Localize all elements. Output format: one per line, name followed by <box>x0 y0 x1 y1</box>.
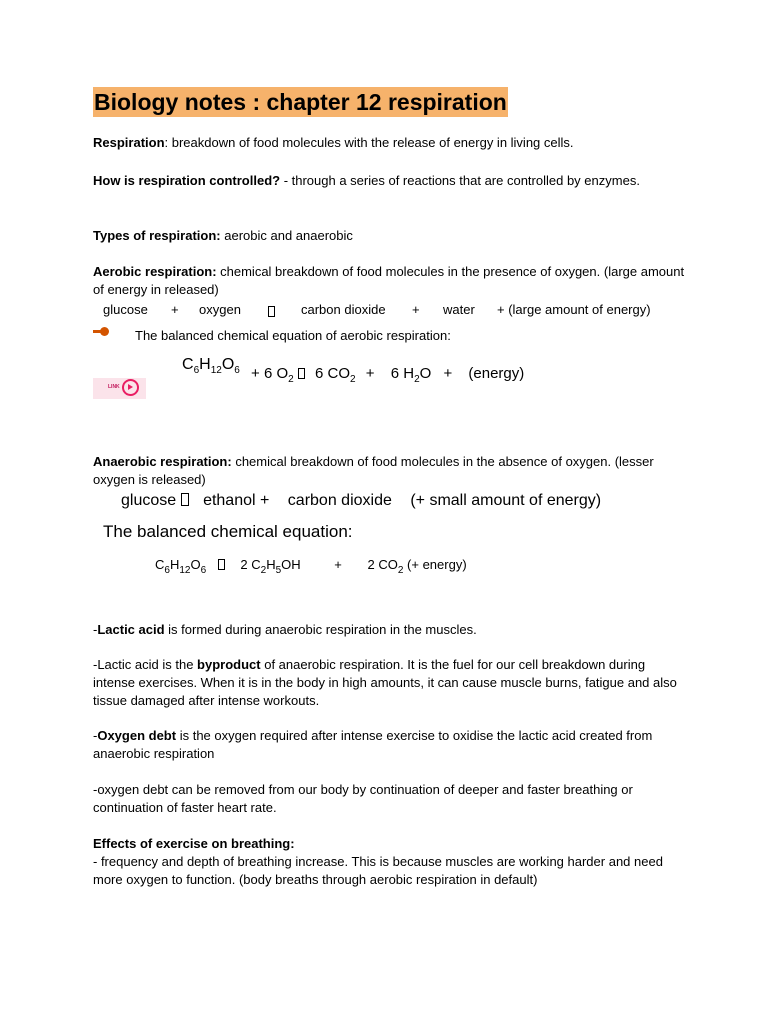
chem-text: H <box>199 356 211 373</box>
oxygen-debt-text: is the oxygen required after intense exercise to oxidise the lactic acid created from anaerobic respiration <box>93 728 653 761</box>
term-aerobic: Aerobic respiration: <box>93 264 217 279</box>
chem-text: + <box>443 365 453 382</box>
chem-text: 6 H <box>390 365 415 382</box>
aerobic-definition <box>93 263 693 299</box>
chem-text: + <box>365 365 375 382</box>
chem-sub: 5 <box>275 565 282 576</box>
bullet-dot-icon <box>100 327 109 336</box>
term-types: Types of respiration: <box>93 228 221 243</box>
chem-sub: 2 <box>414 374 420 385</box>
eq-co2: carbon dioxide <box>287 492 392 509</box>
arrow-icon <box>181 492 189 509</box>
chem-sub: 12 <box>179 565 191 576</box>
eq-water: water <box>443 302 475 317</box>
chem-sub: 6 <box>164 565 170 576</box>
term-lactic-acid: Lactic acid <box>97 622 165 637</box>
anaerobic-balanced-label: The balanced chemical equation: <box>103 522 353 541</box>
term-byproduct: byproduct <box>197 657 261 672</box>
chem-text: + <box>334 557 342 572</box>
arrow-icon <box>268 304 275 319</box>
types-text: aerobic and anaerobic <box>220 228 353 243</box>
lactic2-prefix: -Lactic acid is the <box>93 657 198 672</box>
chem-text: (+ energy) <box>407 557 467 572</box>
respiration-def-text: : breakdown of food molecules with the release of energy in living cells. <box>164 135 574 150</box>
respiration-control <box>93 172 693 190</box>
play-circle-icon <box>122 379 139 396</box>
link-label: LINK <box>108 384 120 390</box>
aerobic-chemical-equation <box>182 356 240 374</box>
eq-ethanol: ethanol + <box>203 492 270 509</box>
term-controlled: How is respiration controlled? <box>93 173 281 188</box>
effects-heading: Effects of exercise on breathing: <box>93 836 295 851</box>
chem-sub: 6 <box>234 365 240 376</box>
chem-sub: 2 <box>350 374 356 385</box>
prefix-dash: - <box>93 622 98 637</box>
eq-glucose: glucose <box>121 492 177 509</box>
term-respiration: Respiration <box>93 135 165 150</box>
anaerobic-chemical-equation <box>155 557 467 576</box>
lactic-acid-formed <box>93 621 693 639</box>
chem-text: 2 CO <box>367 557 398 572</box>
lactic-text: is formed during anaerobic respiration in the muscles. <box>164 622 477 637</box>
oxygen-debt-removal: -oxygen debt can be removed from our body by continuation of deeper and faster breathing or continuation of faster heart rate. <box>93 782 633 815</box>
chem-text: O <box>221 356 235 373</box>
chem-sub: 6 <box>200 565 207 576</box>
chem-text: OH <box>281 557 301 572</box>
respiration-definition <box>93 134 693 152</box>
chem-text: 2 C <box>240 557 261 572</box>
prefix-dash: - <box>93 728 98 743</box>
eq-co2: carbon dioxide <box>301 302 386 317</box>
chem-text: O <box>419 365 432 382</box>
term-anaerobic: Anaerobic respiration: <box>93 454 232 469</box>
controlled-answer: - through a series of reactions that are controlled by enzymes. <box>280 173 640 188</box>
eq-plus: + <box>171 302 179 317</box>
lactic2-text: of anaerobic respiration. It is the fuel for our cell breakdown during intense exercises. When it is in the body in high amounts, it can cause muscle burns, fatigue and also tissue damaged after intense workouts. <box>93 657 677 708</box>
arrow-icon <box>298 365 305 382</box>
chem-text: (energy) <box>468 365 525 382</box>
chem-text: H <box>266 557 276 572</box>
chem-text: 6 O <box>263 365 289 382</box>
chem-text: 6 CO <box>315 365 351 382</box>
chem-sub: 2 <box>397 565 404 576</box>
oxygen-debt-definition <box>93 727 653 763</box>
chem-text: C <box>182 356 194 373</box>
anaerobic-definition <box>93 453 693 489</box>
page-title: Biology notes : chapter 12 respiration <box>94 89 507 115</box>
lactic-acid-byproduct <box>93 656 683 710</box>
aerobic-text: chemical breakdown of food molecules in the presence of oxygen. (large amount of energy in released) <box>93 264 685 297</box>
aerobic-balanced-label: The balanced chemical equation of aerobic respiration: <box>135 328 451 343</box>
eq-energy: (+ small amount of energy) <box>410 492 602 509</box>
anaerobic-word-equation <box>121 492 601 510</box>
term-oxygen-debt: Oxygen debt <box>97 728 177 743</box>
chem-sub: 6 <box>193 365 200 376</box>
arrow-icon <box>218 557 225 572</box>
chem-sub: 12 <box>210 365 222 376</box>
chem-text: C <box>155 557 165 572</box>
anaerobic-text: chemical breakdown of food molecules in the absence of oxygen. (lesser oxygen is released) <box>93 454 654 487</box>
chem-text: H <box>169 557 180 572</box>
aerobic-chemical-equation-rest <box>251 365 525 385</box>
eq-plus: + <box>412 302 420 317</box>
eq-glucose: glucose <box>103 302 148 317</box>
chem-sub: 2 <box>260 565 267 576</box>
chem-sub: 2 <box>288 374 294 385</box>
chem-text: + <box>251 365 260 382</box>
respiration-types <box>93 227 693 245</box>
eq-energy: + (large amount of energy) <box>497 302 651 317</box>
eq-oxygen: oxygen <box>199 302 241 317</box>
link-badge[interactable] <box>93 378 146 399</box>
chem-text: O <box>190 557 201 572</box>
effects-text: - frequency and depth of breathing increase. This is because muscles are working harder and need more oxygen to function. (body breaths through aerobic respiration in default) <box>93 854 663 887</box>
